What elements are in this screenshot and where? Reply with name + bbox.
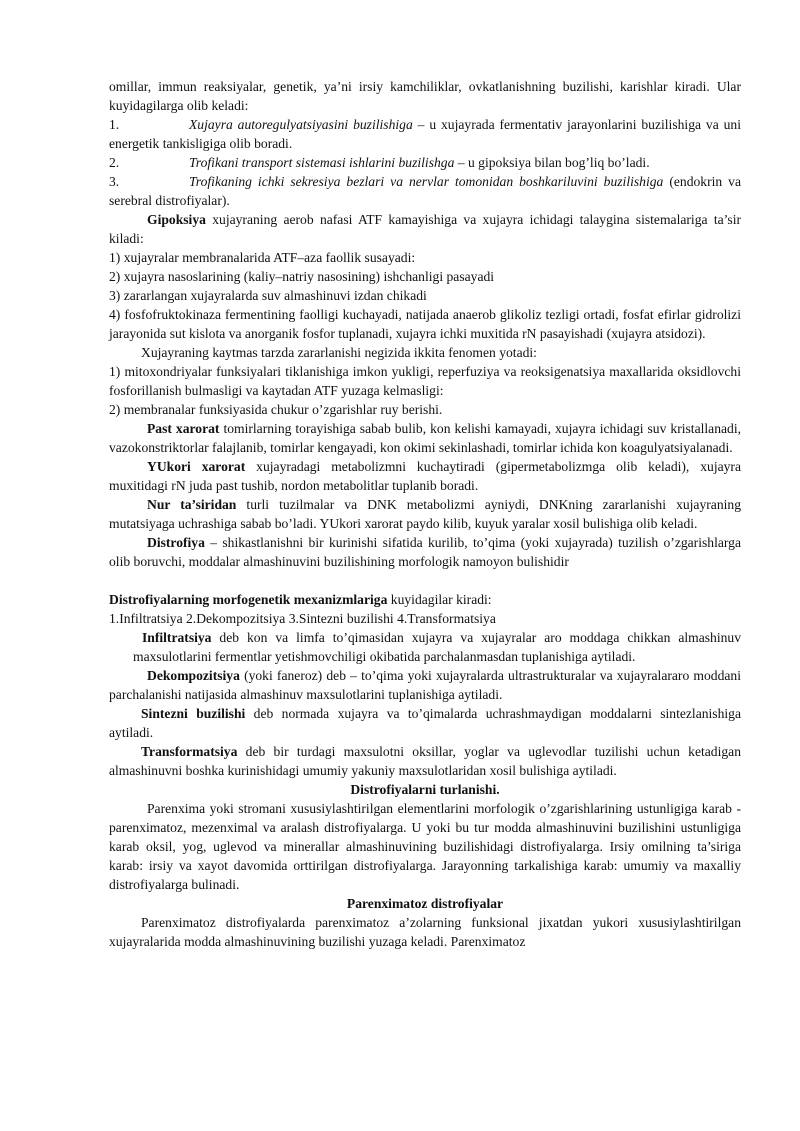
paragraph-intro: omillar, immun reaksiyalar, genetik, ya’ni irsiy kamchiliklar, ovkatlanishning buzilishi, karishlar kiradi. Ular kuyidagilarga olib keladi: — [109, 79, 741, 113]
paragraph-yukori-xarorat — [109, 457, 741, 495]
term-distrofiya: Distrofiya — [147, 535, 205, 550]
definition-text: xujayraning aerob nafasi ATF kamayishiga va xujayra ichidagi talaygina sistemalariga ta’sir kiladi: — [109, 212, 741, 246]
list-item-text: (endokrin va serebral distrofiyalar). — [109, 174, 742, 208]
term-nur: Nur ta’siridan — [147, 497, 237, 512]
gipoksiya-point-1: 1) xujayralar membranalarida ATF–aza faollik susayadi: — [109, 250, 416, 265]
term-infiltratsiya: Infiltratsiya — [142, 630, 212, 645]
list-item-1 — [109, 115, 741, 153]
definition-text: kuyidagilar kiradi: — [387, 592, 492, 607]
list-number: 2. — [109, 155, 120, 170]
gipoksiya-point-4: 4) fosfofruktokinaza fermentining faolligi kuchayadi, natijada anaerob glikoliz tezligi ortadi, fosfat efirlar gidrolizi jarayonida sut kislota va anorganik fosfor tuplanadi, xujayra ichki muxitida rN pasayishadi (xujayra atsidozi). — [109, 307, 741, 341]
term-mexanizmlar: Distrofiyalarning morfogenetik mexanizmlariga — [109, 592, 388, 607]
heading-parenximatoz: Parenximatoz distrofiyalar — [346, 896, 504, 911]
heading-turlanishi: Distrofiyalarni turlanishi. — [350, 782, 500, 797]
list-item-2 — [109, 153, 741, 172]
paragraph-infiltratsiya — [109, 628, 741, 666]
paragraph-dekompozitsiya — [109, 666, 741, 704]
definition-text: deb kon va limfa to’qimasidan xujayra va xujayralar aro moddaga chikkan almashinuv maxsulotlarini fermentlar yetishmovchiligi okibatida parchalanmasdan tuplanishiga aytiladi. — [133, 630, 741, 664]
term-dekompozitsiya: Dekompozitsiya — [147, 668, 240, 683]
list-item-text: – u xujayrada fermentativ jarayonlarini buzilishiga va uni energetik tankisligiga olib boradi. — [109, 117, 742, 151]
paragraph-nur — [109, 495, 741, 533]
list-item-emphasis: Xujayra autoregulyatsiyasini buzilishiga — [189, 117, 413, 132]
list-item-emphasis: Trofikaning ichki sekresiya bezlari va nervlar tomonidan boshkariluvini buzilishiga — [189, 174, 664, 189]
definition-text: deb bir turdagi maxsulotni oksillar, yoglar va uglevodlar tuzilishi uchun ketadigan almashinuvni boshka kurinishidagi umumiy yakuniy maxsulotlaridan xosil bulishiga aytiladi. — [109, 744, 741, 778]
list-number: 3. — [109, 174, 120, 189]
paragraph-past-xarorat — [109, 419, 741, 457]
definition-text: turli tuzilmalar va DNK metabolizmi ayniydi, DNKning zararlanishi xujayraning mutatsiyaga uchrashiga sabab bo’ladi. YUkori xarorat paydo kilib, kuyuk yaralar xosil bulishiga olib keladi. — [109, 497, 741, 531]
definition-text: deb normada xujayra va to’qimalarda uchrashmaydigan moddalarni sintezlanishiga aytiladi. — [109, 706, 741, 740]
phenomenon-1: 1) mitoxondriyalar funksiyalari tiklanishiga imkon yukligi, reperfuziya va reoksigenatsiya maxallarida oksidlovchi fosforillanish bulmasligi va kaytadan ATF yuzaga kelmasligi: — [109, 364, 741, 398]
paragraph-mexanizmlar — [109, 590, 741, 609]
gipoksiya-point-3: 3) zararlangan xujayralarda suv almashinuvi izdan chikadi — [109, 288, 427, 303]
definition-text: tomirlarning torayishiga sabab bulib, kon kelishi kamayadi, xujayra ichidagi suv kristallanadi, vazokonstriktorlar falajlanib, tomirlar kengayadi, kon okimi sekinlashadi, tomirlar ichida kon koagulyatsiyalanadi. — [109, 421, 741, 455]
paragraph-distrofiya — [109, 533, 741, 571]
list-item-3 — [109, 172, 741, 210]
gipoksiya-point-2: 2) xujayra nasoslarining (kaliy–natriy nasosining) ishchanligi pasayadi — [109, 269, 495, 284]
definition-text: – shikastlanishni bir kurinishi sifatida kurilib, to’qima (yoki xujayrada) tuzilish o’zgarishlarga olib boruvchi, moddalar almashinuvini buzilishining morfologik namoyon bulishidir — [109, 535, 741, 569]
definition-text: xujayradagi metabolizmni kuchaytiradi (gipermetabolizmga olib keladi), xujayra muxitidagi rN juda past tushib, nordon metabolitlar tuplanib boradi. — [109, 459, 741, 493]
document-page — [109, 77, 741, 951]
paragraph-parenximatoz: Parenximatoz distrofiyalarda parenximatoz a’zolarning funksional jixatdan yukori xususiylashtirilgan xujayralarida modda almashinuvining buzilishi yuzaga keladi. Parenximatoz — [109, 915, 741, 949]
mexanizmlar-list: 1.Infiltratsiya 2.Dekompozitsiya 3.Sintezni buzilishi 4.Transformatsiya — [109, 611, 496, 626]
paragraph-transformatsiya — [109, 742, 741, 780]
paragraph-sintez — [109, 704, 741, 742]
paragraph-turlanishi: Parenxima yoki stromani xususiylashtirilgan elementlarini morfologik o’zgarishlarining ustunligiga karab - parenximatoz, mezenximal va aralash distrofiyalarga. U yoki bu tur modda almashinuvini buzilishini ustunligiga karab oksil, yog, uglevod va minerallar almashinuvining buzilishidagi distrofiyalarga. Irsiy omilning ta’siriga karab: irsiy va xayot davomida orttirilgan distrofiyalarga. Jarayonning tarkalishiga karab: umumiy va maxalliy distrofiyalarga bulinadi. — [109, 801, 741, 892]
definition-text: (yoki faneroz) deb – to’qima yoki xujayralarda ultrastrukturalar va xujayralararo moddani parchalanishi natijasida almashinuv maxsulotlarini tuplanishiga aytiladi. — [109, 668, 741, 702]
term-sintez: Sintezni buzilishi — [141, 706, 246, 721]
term-gipoksiya: Gipoksiya — [147, 212, 206, 227]
term-transformatsiya: Transformatsiya — [141, 744, 238, 759]
term-past-xarorat: Past xarorat — [147, 421, 220, 436]
list-item-text: – u gipoksiya bilan bog’liq bo’ladi. — [454, 155, 650, 170]
paragraph-gipoksiya — [109, 210, 741, 248]
blank-line — [109, 571, 741, 590]
term-yukori-xarorat: YUkori xarorat — [147, 459, 246, 474]
phenomenon-2: 2) membranalar funksiyasida chukur o’zgarishlar ruy berishi. — [109, 402, 443, 417]
list-number: 1. — [109, 117, 120, 132]
paragraph-irreversible-damage: Xujayraning kaytmas tarzda zararlanishi negizida ikkita fenomen yotadi: — [141, 345, 537, 360]
list-item-emphasis: Trofikani transport sistemasi ishlarini buzilishga — [189, 155, 455, 170]
